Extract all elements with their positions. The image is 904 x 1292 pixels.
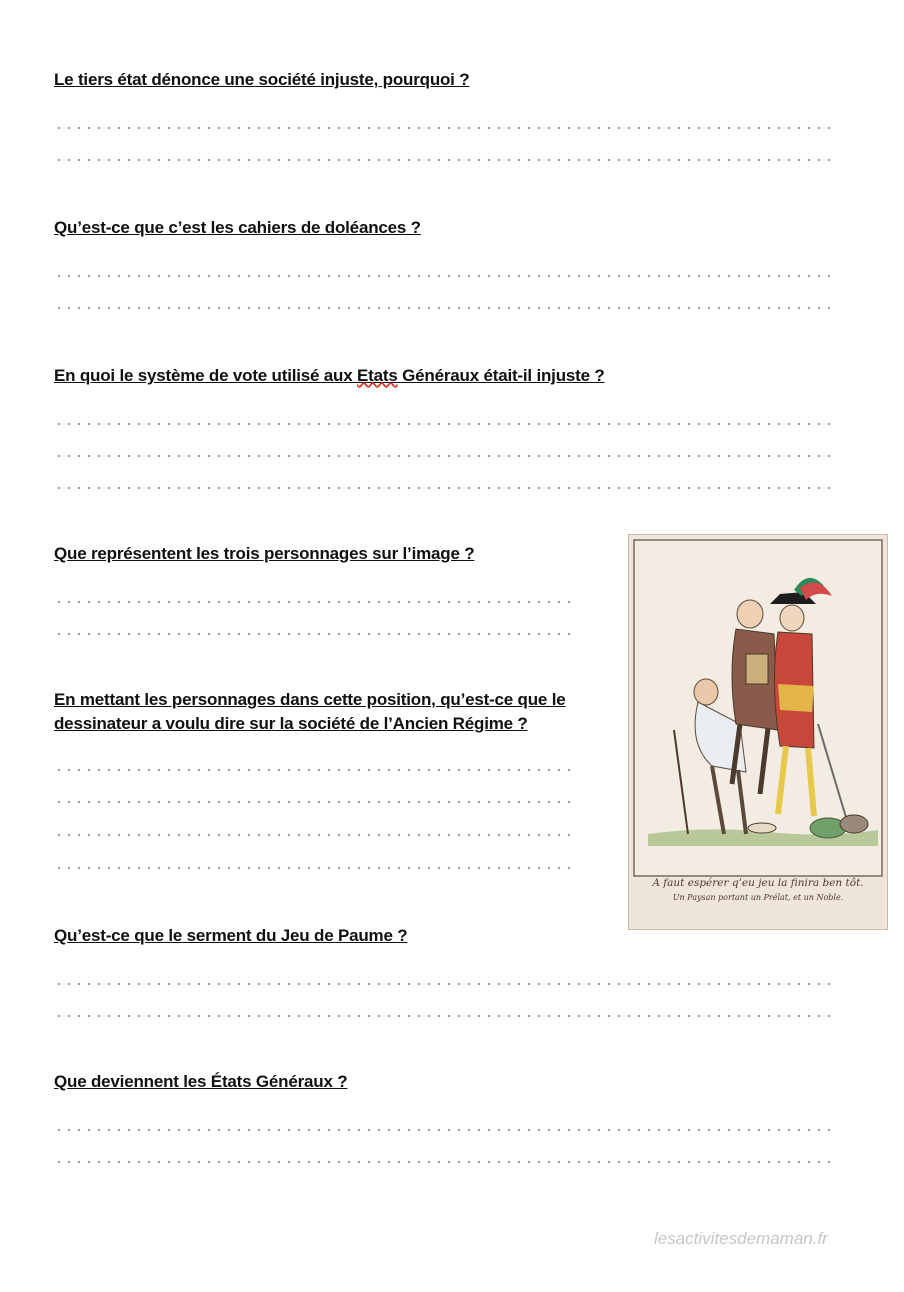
answer-line[interactable] [54, 274, 834, 278]
answer-line[interactable] [54, 486, 834, 490]
question-5-line-1: En mettant les personnages dans cette position, qu’est-ce que le [54, 690, 566, 709]
question-7: Que deviennent les États Généraux ? [54, 1072, 348, 1091]
question-3 [54, 364, 605, 388]
question-5-line-2: dessinateur a voulu dire sur la société de l’Ancien Régime ? [54, 714, 528, 733]
spellcheck-word: Etats [357, 366, 398, 385]
site-watermark: lesactivitesdemaman.fr [654, 1229, 828, 1248]
answer-line[interactable] [54, 422, 834, 426]
answer-line[interactable] [54, 454, 834, 458]
caricature-illustration [628, 534, 888, 930]
answer-line[interactable] [54, 768, 572, 772]
answer-line[interactable] [54, 1014, 834, 1018]
question-2: Qu’est-ce que c’est les cahiers de doléances ? [54, 218, 421, 237]
answer-line[interactable] [54, 1160, 834, 1164]
caricature-drawing [628, 534, 888, 930]
image-subcaption: Un Paysan portant un Prélat, et un Noble. [672, 893, 844, 902]
answer-line[interactable] [54, 833, 572, 837]
question-6: Qu’est-ce que le serment du Jeu de Paume ? [54, 926, 408, 945]
answer-line[interactable] [54, 982, 834, 986]
answer-line[interactable] [54, 126, 834, 130]
answer-line[interactable] [54, 158, 834, 162]
image-caption: A faut espérer q’eu jeu la finira ben tôt. [652, 877, 864, 889]
question-4: Que représentent les trois personnages sur l’image ? [54, 544, 475, 563]
question-5 [54, 688, 566, 736]
question-3-part-2: Généraux était-il injuste ? [397, 366, 605, 385]
question-3-part-1: En quoi le système de vote utilisé aux [54, 366, 358, 385]
question-1: Le tiers état dénonce une société injuste, pourquoi ? [54, 70, 470, 89]
answer-line[interactable] [54, 866, 572, 870]
answer-line[interactable] [54, 632, 572, 636]
answer-line[interactable] [54, 800, 572, 804]
answer-line[interactable] [54, 600, 572, 604]
answer-line[interactable] [54, 1128, 834, 1132]
answer-line[interactable] [54, 306, 834, 310]
